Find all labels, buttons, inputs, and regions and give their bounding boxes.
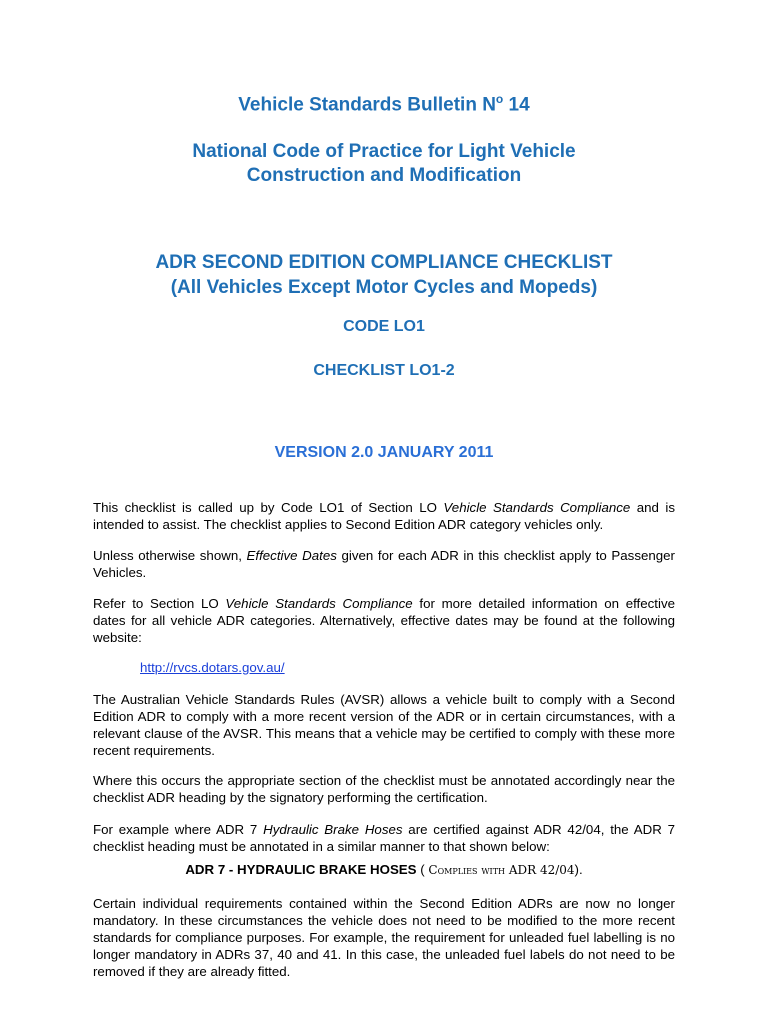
paragraph-intro — [93, 499, 675, 533]
checklist-title — [0, 250, 768, 300]
p1-text-b: and is intended to assist. The checklist applies to Second Edition ADR category vehicles only. — [93, 500, 675, 532]
p6-emphasis: Hydraulic Brake Hoses — [263, 822, 403, 837]
p6-text-a: For example where ADR 7 — [93, 822, 264, 837]
p3-text-b: for more detailed information on effective dates for all vehicle ADR categories. Alternatively, effective dates may be found at the following website: — [93, 596, 675, 645]
bulletin-title — [0, 92, 768, 116]
paragraph-example — [93, 821, 675, 855]
paragraph-annotation: Where this occurs the appropriate section of the checklist must be annotated accordingly near the checklist ADR heading by the signatory performing the certification. — [93, 773, 675, 805]
example-annotation — [0, 862, 768, 877]
checklist-label: CHECKLIST LO1-2 — [313, 362, 455, 379]
example-handwritten-note: Complies with ADR 42/04 — [428, 863, 575, 877]
website-link[interactable]: http://rvcs.dotars.gov.au/ — [140, 660, 285, 675]
paragraph-effective-dates — [93, 547, 675, 581]
p6-text-b: are certified against ADR 42/04, the ADR 7 checklist heading must be annotated in a similar manner to that shown below: — [93, 822, 675, 854]
paragraph-refer-section — [93, 595, 675, 646]
p1-emphasis: Vehicle Standards Compliance — [443, 500, 631, 515]
p3-text-a: Refer to Section LO — [93, 596, 226, 611]
checklist-title-line1: ADR SECOND EDITION COMPLIANCE CHECKLIST — [155, 252, 613, 273]
p1-text-a: This checklist is called up by Code LO1 of Section LO — [93, 500, 444, 515]
code-label: CODE LO1 — [343, 318, 425, 335]
paragraph-avsr: The Australian Vehicle Standards Rules (AVSR) allows a vehicle built to comply with a Second Edition ADR to comply with a more recent version of the ADR or in certain circumstances, with a relevant clause of the AVSR. This means that a vehicle may be certified to comply with these more recent requirements. — [93, 692, 675, 758]
p2-text-b: given for each ADR in this checklist apply to Passenger Vehicles. — [93, 548, 675, 580]
version-label: VERSION 2.0 JANUARY 2011 — [274, 444, 494, 461]
example-close-paren: ). — [574, 862, 583, 877]
code-title-line1: National Code of Practice for Light Vehicle — [192, 141, 576, 162]
example-heading: ADR 7 - HYDRAULIC BRAKE HOSES — [185, 862, 417, 877]
example-open-paren: ( — [416, 862, 429, 877]
p2-emphasis: Effective Dates — [246, 548, 337, 563]
p3-emphasis: Vehicle Standards Compliance — [225, 596, 413, 611]
code-title-line2: Construction and Modification — [246, 165, 522, 186]
paragraph-not-mandatory: Certain individual requirements contained within the Second Edition ADRs are now no longer mandatory. In these circumstances the vehicle does not need to be modified to the more recent standards for compliance purposes. For example, the requirement for unleaded fuel labelling is no longer mandatory in ADRs 37, 40 and 41. In this case, the unleaded fuel labels do not need to be removed if they are already fitted. — [93, 896, 675, 979]
checklist-title-line2: (All Vehicles Except Motor Cycles and Mopeds) — [170, 277, 598, 298]
bulletin-title-superscript: o — [495, 92, 504, 106]
p2-text-a: Unless otherwise shown, — [93, 548, 247, 563]
bulletin-title-text: Vehicle Standards Bulletin N — [238, 94, 496, 116]
code-of-practice-title — [0, 140, 768, 188]
bulletin-number: 14 — [503, 94, 530, 116]
